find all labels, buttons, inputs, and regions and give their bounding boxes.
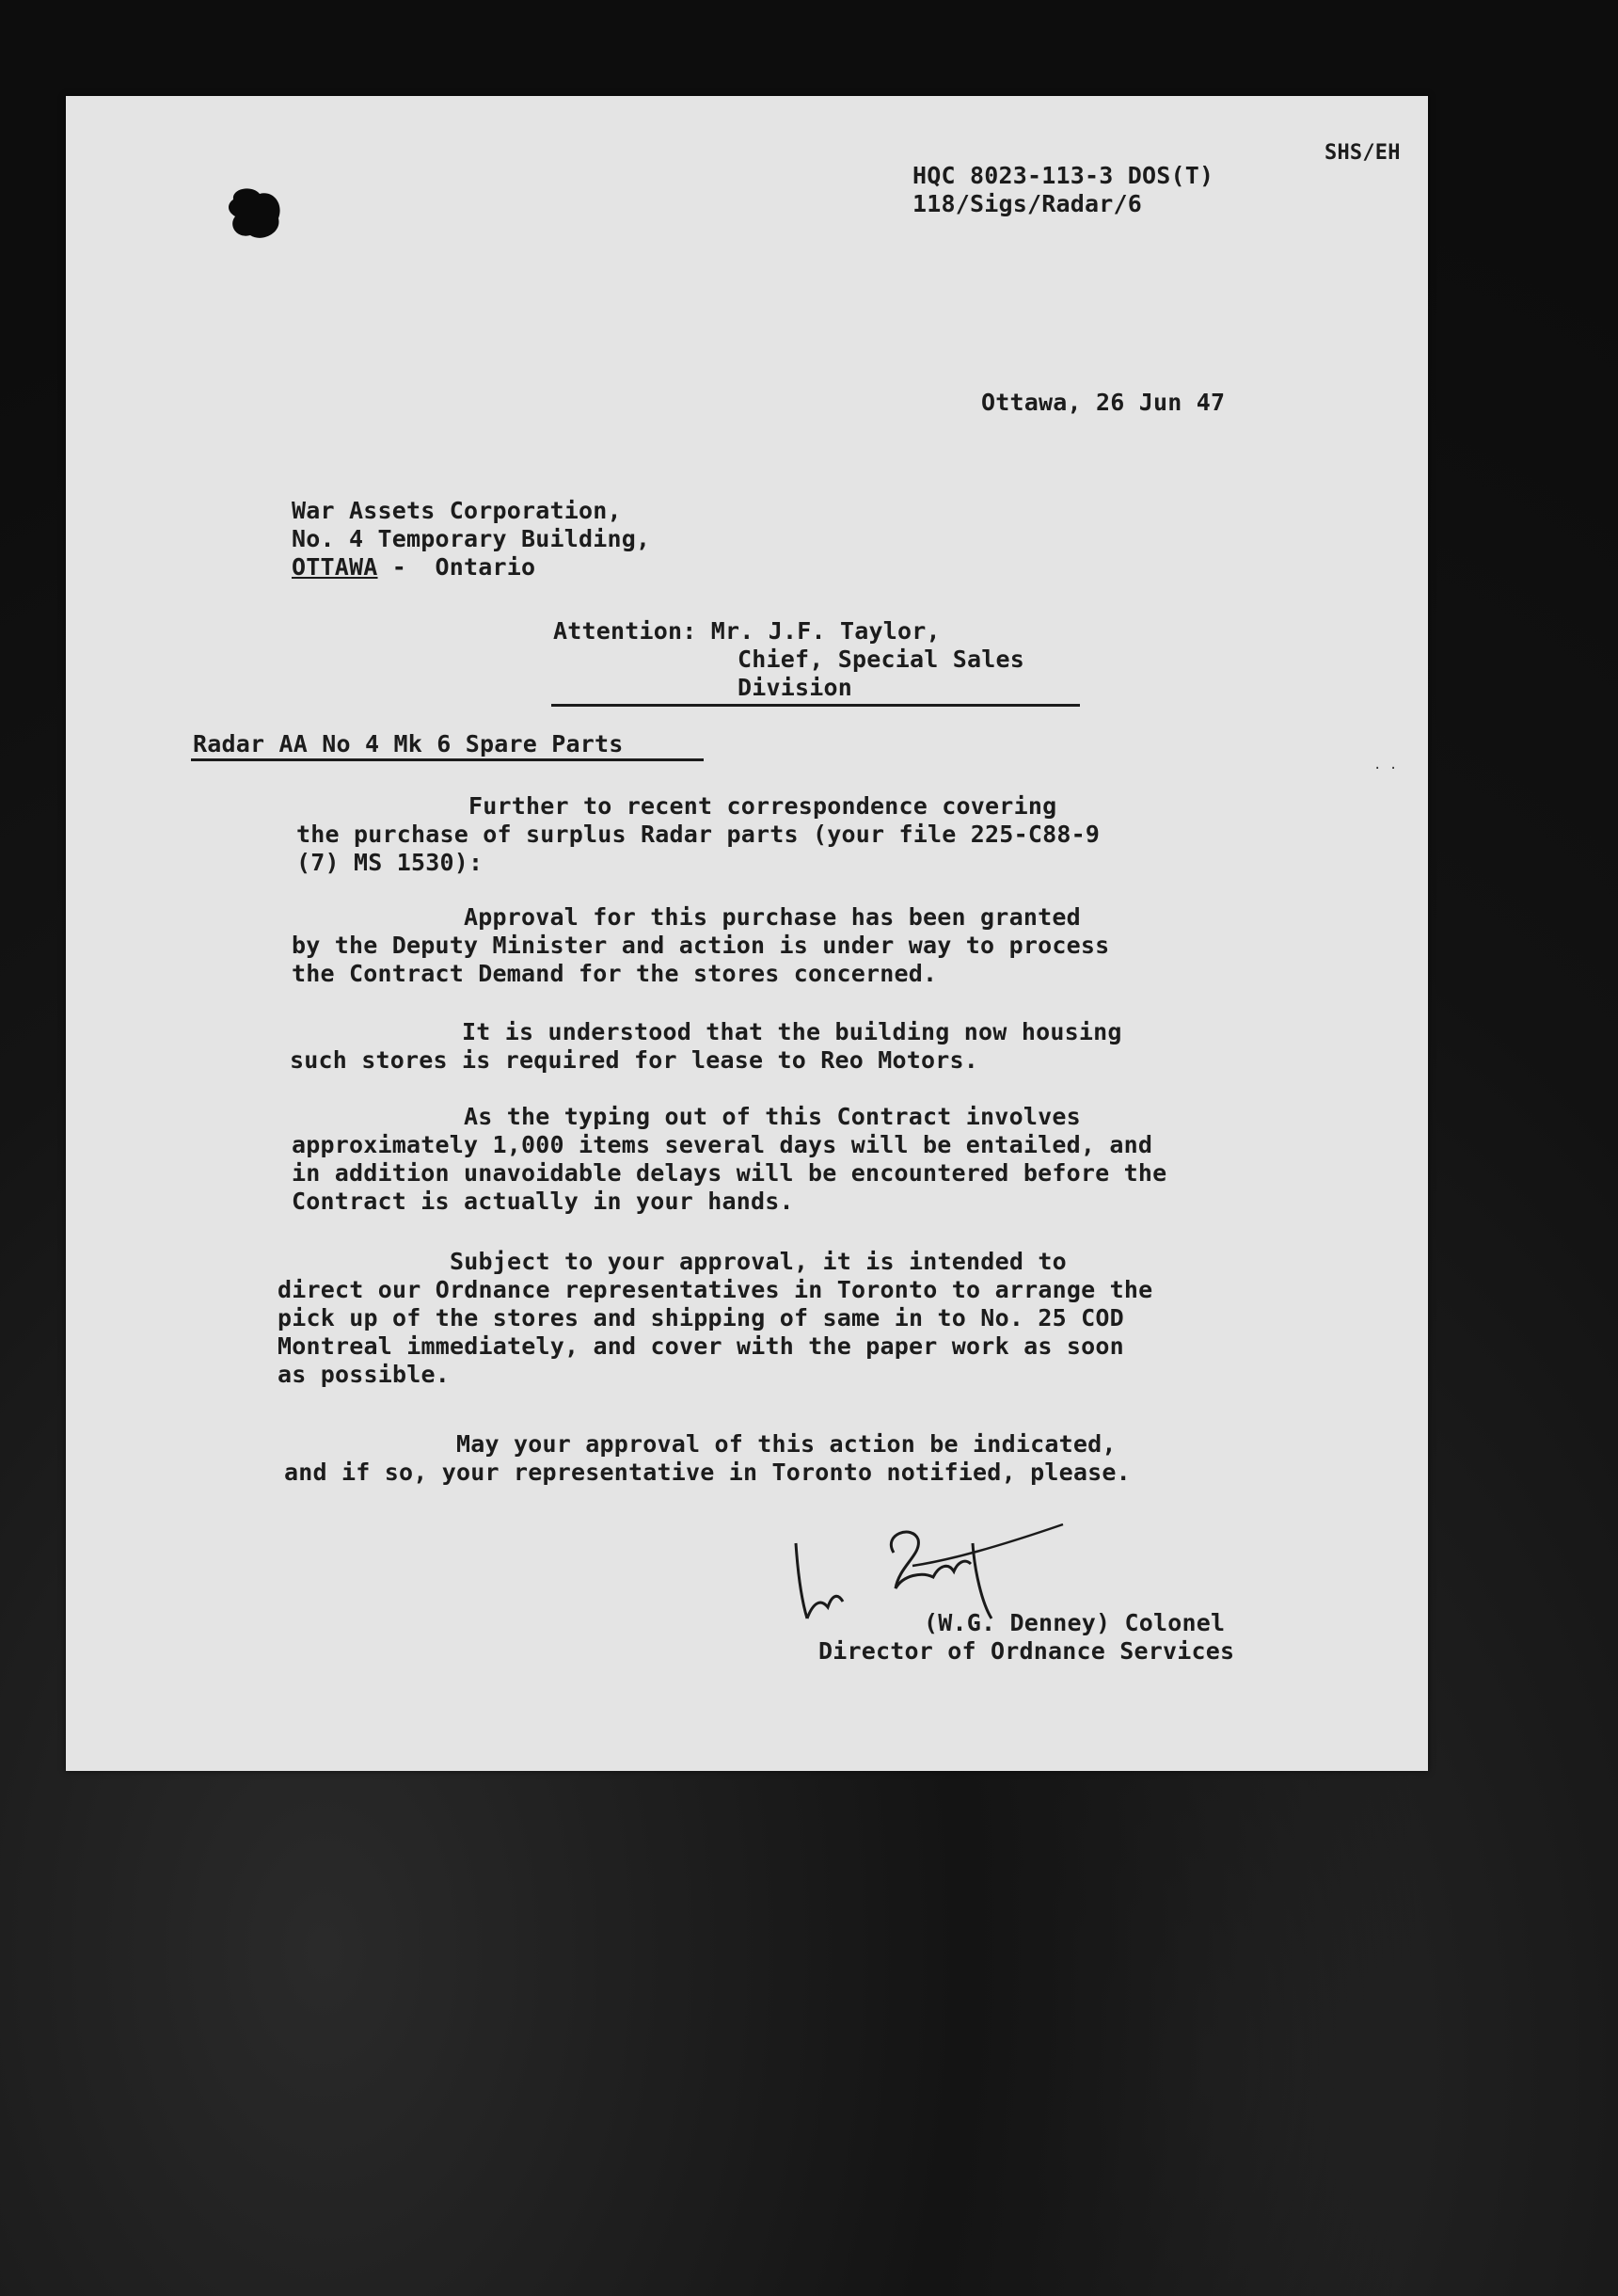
- addressee-line-1: War Assets Corporation,: [292, 497, 622, 524]
- paragraph-line: the Contract Demand for the stores concerned.: [292, 960, 938, 987]
- paragraph-line: pick up of the stores and shipping of same in to No. 25 COD: [278, 1304, 1124, 1331]
- attention-line-1: Attention: Mr. J.F. Taylor,: [553, 617, 941, 645]
- paragraph-line: Approval for this purchase has been granted: [292, 903, 1081, 931]
- paragraph-line: by the Deputy Minister and action is under way to process: [292, 932, 1110, 959]
- paragraph-line: It is understood that the building now housing: [290, 1018, 1122, 1045]
- paragraph-6: [284, 1430, 1131, 1487]
- file-reference-secondary: 118/Sigs/Radar/6: [912, 190, 1143, 217]
- paragraph-line: direct our Ordnance representatives in Toronto to arrange the: [278, 1276, 1153, 1303]
- stray-marks: . .: [1373, 757, 1398, 773]
- subject-line: Radar AA No 4 Mk 6 Spare Parts: [193, 730, 624, 757]
- subject-underline: [191, 758, 704, 761]
- date-line: Ottawa, 26 Jun 47: [981, 389, 1226, 416]
- reference-initials: SHS/EH: [1325, 141, 1401, 165]
- paragraph-line: approximately 1,000 items several days will be entailed, and: [292, 1131, 1153, 1158]
- attention-line-2: Chief, Special Sales: [738, 646, 1025, 673]
- paragraph-line: Subject to your approval, it is intended to: [278, 1248, 1067, 1275]
- addressee-line-2: No. 4 Temporary Building,: [292, 525, 651, 552]
- paragraph-line: in addition unavoidable delays will be encountered before the: [292, 1159, 1167, 1187]
- paragraph-line: (7) MS 1530):: [296, 849, 484, 876]
- addressee-city: OTTAWA: [292, 553, 378, 581]
- paragraph-line: May your approval of this action be indicated,: [284, 1430, 1117, 1458]
- paragraph-1: [296, 792, 1100, 877]
- paragraph-2: [292, 903, 1109, 988]
- paragraph-line: and if so, your representative in Toronto notified, please.: [284, 1459, 1131, 1486]
- paragraph-line: Further to recent correspondence covering: [296, 792, 1057, 820]
- paragraph-line: as possible.: [278, 1361, 451, 1388]
- letter-page: [66, 96, 1428, 1771]
- paragraph-line: As the typing out of this Contract involves: [292, 1103, 1081, 1130]
- attention-underline: [551, 704, 1080, 707]
- paragraph-4: [292, 1103, 1166, 1216]
- file-reference-primary: HQC 8023-113-3 DOS(T): [912, 162, 1214, 189]
- paragraph-line: Contract is actually in your hands.: [292, 1188, 794, 1215]
- ink-blot-mark: [224, 181, 290, 247]
- paragraph-3: [290, 1018, 1122, 1075]
- paragraph-5: [278, 1248, 1152, 1389]
- addressee-province: - Ontario: [377, 553, 536, 581]
- addressee-line-3: [292, 553, 535, 582]
- signatory-title: Director of Ordnance Services: [818, 1637, 1235, 1665]
- signatory-name: (W.G. Denney) Colonel: [924, 1609, 1226, 1636]
- paragraph-line: such stores is required for lease to Reo Motors.: [290, 1046, 979, 1074]
- paragraph-line: Montreal immediately, and cover with the paper work as soon: [278, 1332, 1124, 1360]
- attention-line-3: Division: [738, 674, 853, 701]
- paragraph-line: the purchase of surplus Radar parts (your file 225-C88-9: [296, 821, 1101, 848]
